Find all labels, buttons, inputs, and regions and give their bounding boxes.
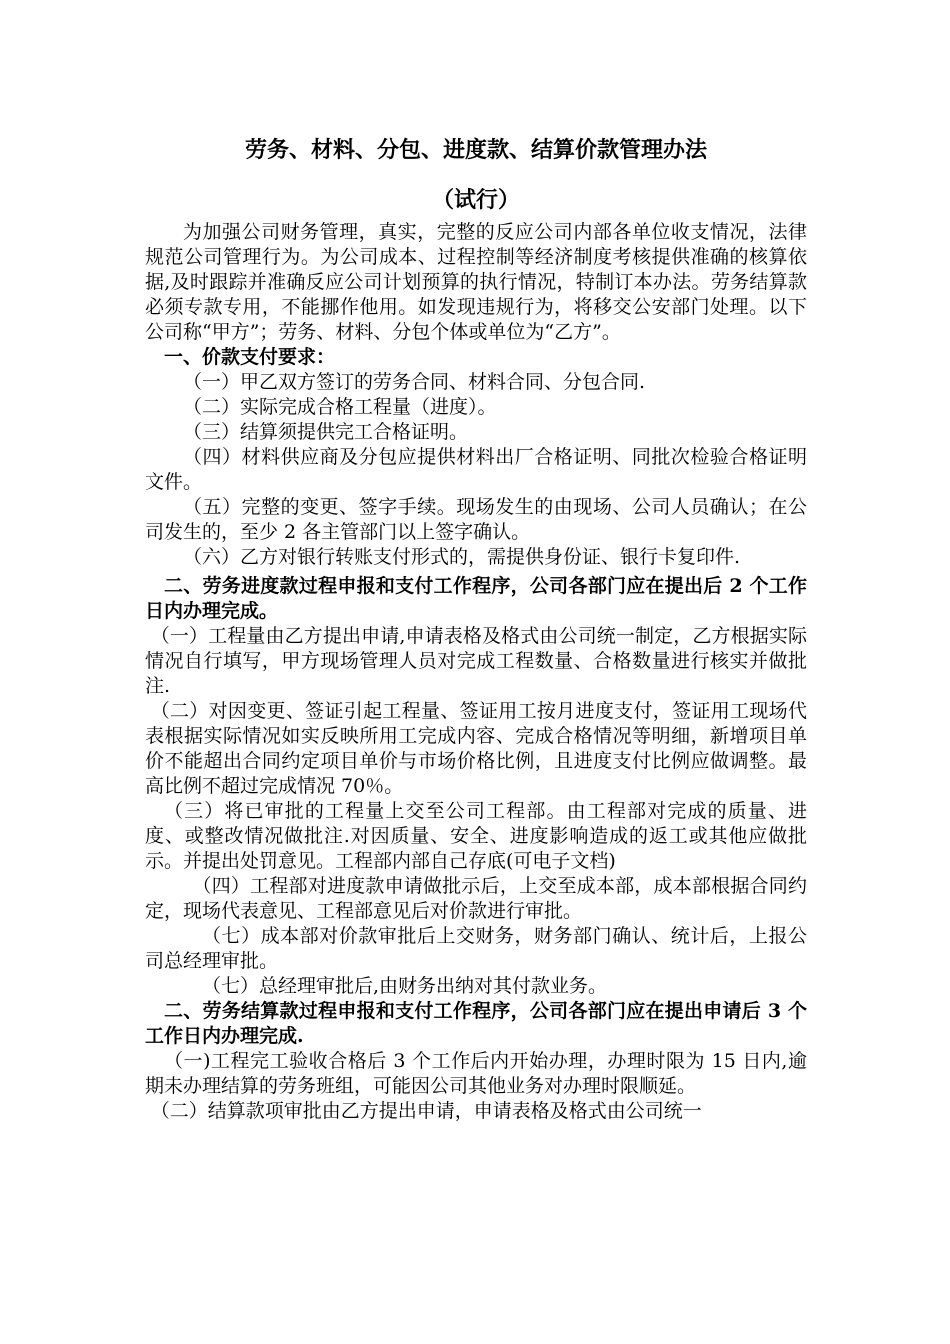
document-body [145,134,807,1124]
section2-heading: 二、劳务进度款过程申报和支付工作程序，公司各部门应在提出后 2 个工作日内办理完成。 [145,575,807,622]
section1-item-3: （三）结算须提供完工合格证明。 [183,421,469,443]
section3-heading: 二、劳务结算款过程申报和支付工作程序，公司各部门应在提出申请后 3 个工作日内办理完成. [145,1000,807,1047]
section1-item-5: （五）完整的变更、签字手续。现场发生的由现场、公司人员确认；在公司发生的，至少 2 各主管部门以上签字确认。 [145,496,807,543]
section2-item-6: （七）总经理审批后,由财务出纳对其付款业务。 [202,975,608,997]
document-subtitle: （试行） [431,187,520,213]
section2-item-1: （一）工程量由乙方提出申请,申请表格及格式由公司统一制定，乙方根据实际情况自行填写，甲方现场管理人员对完成工程数量、合格数量进行核实并做批注. [145,625,807,697]
intro-paragraph: 为加强公司财务管理，真实，完整的反应公司内部各单位收支情况，法律规范公司管理行为。为公司成本、过程控制等经济制度考核提供准确的核算依据,及时跟踪并准确反应公司计划预算的执行情况，特制订本办法。劳务结算款必须专款专用，不能挪作他用。如发现违规行为，将移交公安部门处理。以下公司称“甲方”；劳务、材料、分包个体或单位为“乙方”。 [145,221,807,343]
document-title: 劳务、材料、分包、进度款、结算价款管理办法 [244,137,707,163]
section3-item-2: （二）结算款项审批由乙方提出申请，申请表格及格式由公司统一 [150,1100,702,1122]
section1-item-6: （六）乙方对银行转账支付形式的，需提供身份证、银行卡复印件. [183,546,741,568]
section1-item-4: （四）材料供应商及分包应提供材料出厂合格证明、同批次检验合格证明文件。 [145,446,807,493]
section2-item-4: （四）工程部对进度款申请做批示后，上交至成本部，成本部根据合同约定，现场代表意见、工程部意见后对价款进行审批。 [145,875,807,922]
section3-item-1: （一)工程完工验收合格后 3 个工作后内开始办理，办理时限为 15 日内,逾期未办理结算的劳务班组，可能因公司其他业务对办理时限顺延。 [145,1050,807,1097]
section2-item-3: （三）将已审批的工程量上交至公司工程部。由工程部对完成的质量、进度、或整改情况做批注.对因质量、安全、进度影响造成的返工或其他应做批示。并提出处罚意见。工程部内部自己存底(可电子文档) [145,800,807,872]
section1-item-2: （二）实际完成合格工程量（进度）。 [183,396,497,418]
section2-item-5: （七）成本部对价款审批后上交财务，财务部门确认、统计后，上报公司总经理审批。 [145,925,807,972]
section1-heading: 一、价款支付要求： [164,346,336,368]
section2-item-2: （二）对因变更、签证引起工程量、签证用工按月进度支付，签证用工现场代表根据实际情况如实反映所用工完成内容、完成合格情况等明细，新增项目单价不能超出合同约定项目单价与市场价格比例，且进度支付比例应做调整。最高比例不超过完成情况 70％。 [145,700,807,797]
section1-item-1: （一）甲乙双方签订的劳务合同、材料合同、分包合同. [183,371,646,393]
